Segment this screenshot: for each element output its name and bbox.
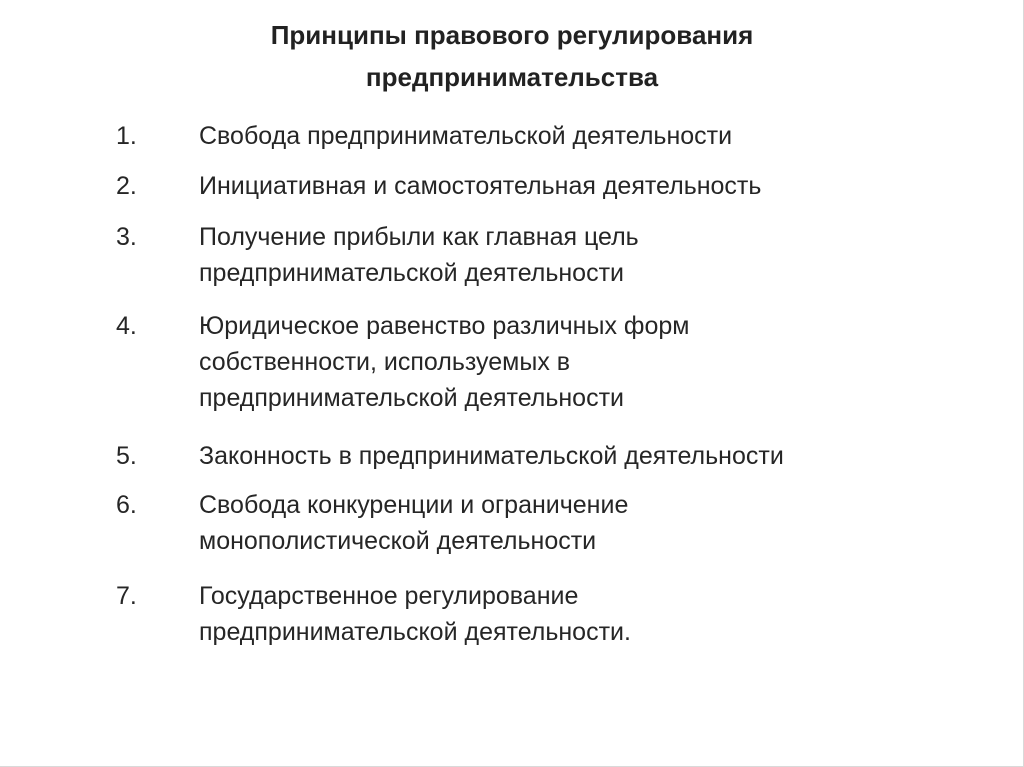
item-text: Инициативная и самостоятельная деятельность	[199, 172, 762, 200]
item-number: 2.	[116, 172, 137, 200]
item-text: Свобода предпринимательской деятельности	[199, 122, 733, 150]
item-number: 3.	[116, 223, 137, 251]
item-number: 1.	[116, 122, 137, 150]
item-number: 5.	[116, 442, 137, 470]
item-text: Государственное регулирование предпринимательской деятельности.	[199, 582, 631, 646]
item-text: Свобода конкуренции и ограничение монополистической деятельности	[199, 491, 629, 555]
item-number: 6.	[116, 491, 137, 519]
item-text: Юридическое равенство различных форм собственности, используемых в предпринимательской деятельности	[199, 312, 690, 412]
item-text: Законность в предпринимательской деятельности	[199, 442, 784, 470]
item-number: 4.	[116, 312, 137, 340]
slide-title: Принципы правового регулирования предпринимательства	[270, 20, 754, 92]
item-text: Получение прибыли как главная цель предпринимательской деятельности	[199, 223, 639, 287]
item-number: 7.	[116, 582, 137, 610]
